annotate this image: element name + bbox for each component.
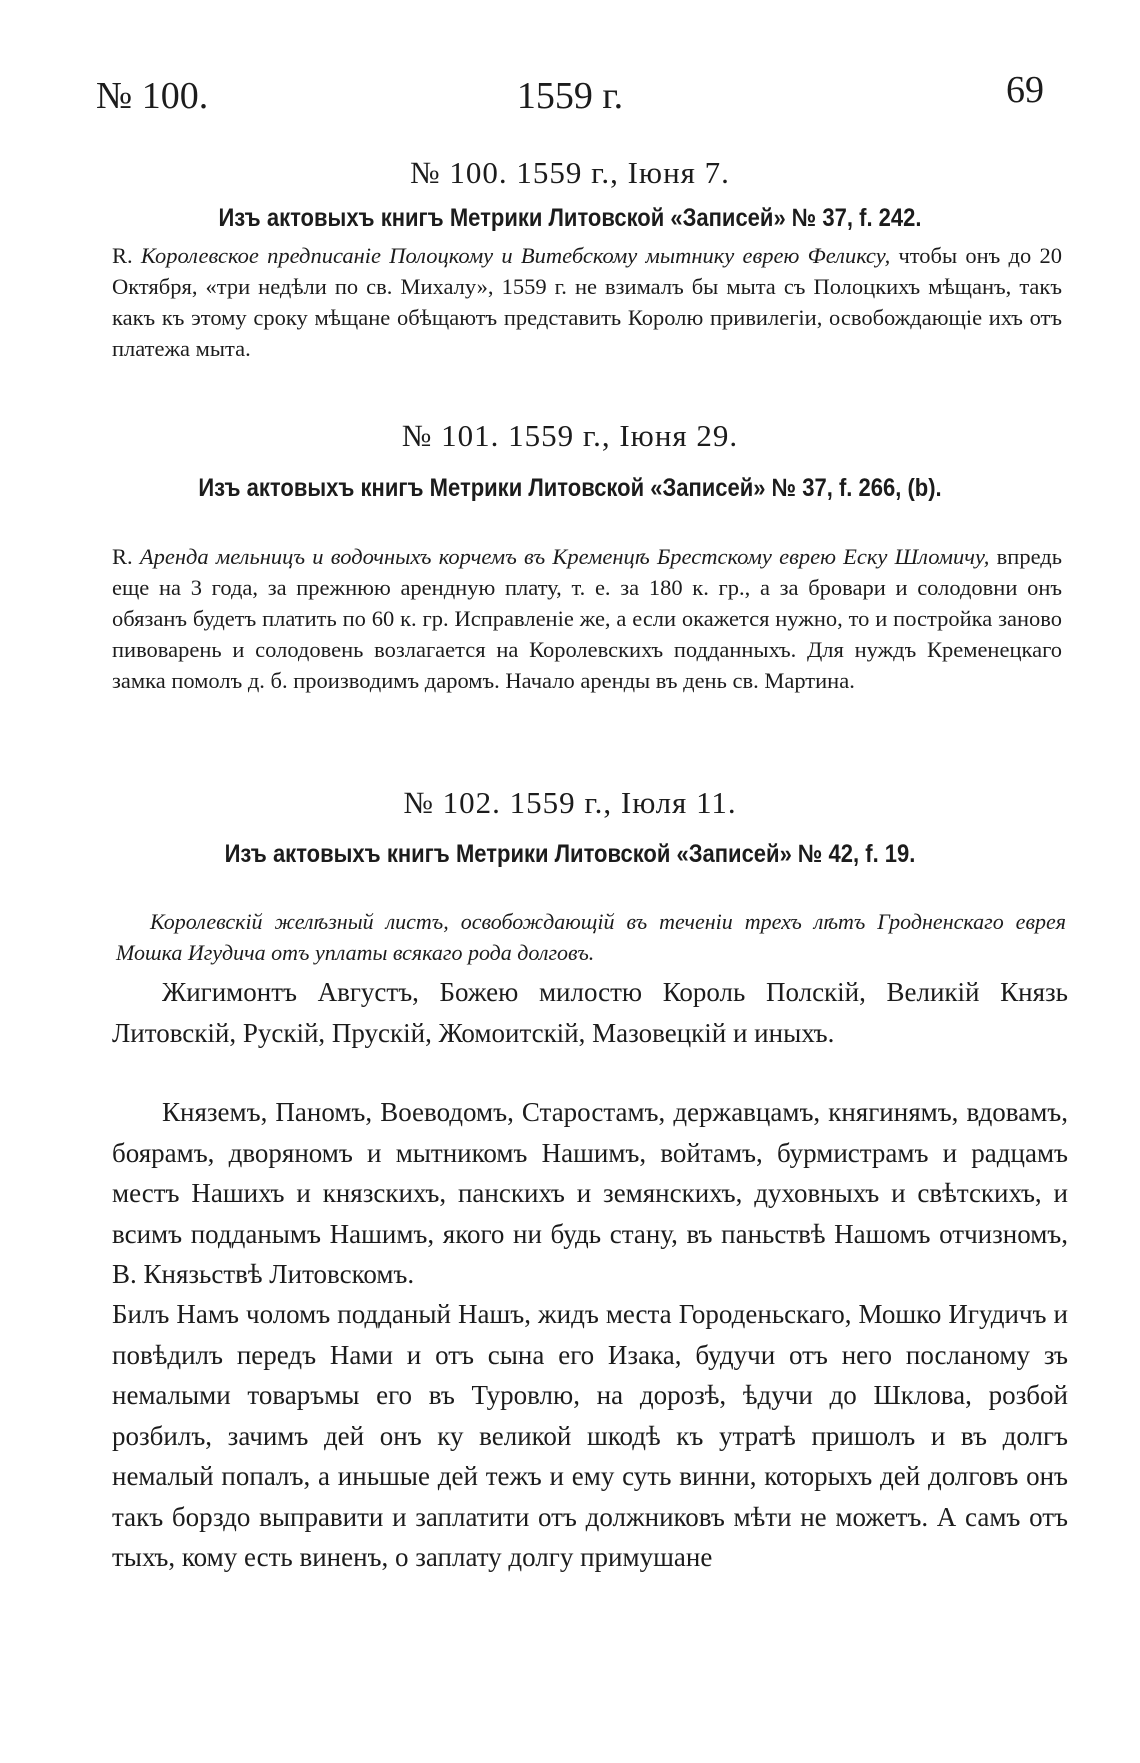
summary-italic: Королевское предписаніе Полоцкому и Витебскому мытнику еврею Феликсу, [140, 243, 891, 268]
header-year: 1559 г. [516, 75, 624, 117]
page-number: 69 [1006, 69, 1044, 111]
entry-100-heading: № 100. 1559 г., Іюня 7. [410, 155, 730, 190]
summary-mark: R. [112, 544, 133, 569]
summary-text: впредь еще на 3 года, за прежнюю арендную плату, т. е. за 180 к. гр., а за бровари и солодовни онъ обязанъ будетъ платить по 60 к. гр. Исправленіе же, а если окажется нужно, то и постройка заново пивоварень и солодовень возлагается на Королевскихъ подданныхъ. Для нуждъ Кременецкаго замка помолъ д. б. производимъ даромъ. Начало аренды въ день св. Мартина. [112, 544, 1062, 693]
entry-102-heading: № 102. 1559 г., Іюля 11. [403, 785, 737, 820]
header-entry-number: № 100. [96, 75, 209, 117]
entry-101-source: Изъ актовыхъ книгъ Метрики Литовской «Записей» № 37, f. 266, (b). [198, 474, 942, 502]
document-address: Княземъ, Паномъ, Воеводомъ, Старостамъ, державцамъ, княгинямъ, вдовамъ, боярамъ, дворяномъ и мытникомъ Нашимъ, войтамъ, бурмистрамъ и радцамъ местъ Нашихъ и князскихъ, панскихъ и земянскихъ, духовныхъ и свѣтскихъ, и всимъ подданымъ Нашимъ, якого ни будь стану, въ паньствѣ Нашомъ отчизномъ, В. Князьствѣ Литовскомъ. [112, 1097, 1068, 1289]
document-narration: Билъ Намъ чоломъ подданый Нашъ, жидъ места Городеньскаго, Мошко Игудичъ и повѣдилъ передъ Нами и отъ сына его Изака, будучи отъ него посланому зъ немалыми товаръмы его въ Туровлю, на дорозѣ, ѣдучи до Шклова, розбой розбилъ, зачимъ дей онъ ку великой шкодѣ къ утратѣ пришолъ и въ долгъ немалый попалъ, а иньшые дей тежъ и ему суть винни, которыхъ дей долговъ онъ такъ борздо выправити и заплатити отъ должниковъ мѣти не можетъ. А самъ отъ тыхъ, кому есть виненъ, о заплату долгу примушане [112, 1299, 1068, 1572]
entry-102-summary: Королевскій желѣзный листъ, освобождающій въ теченіи трехъ лѣтъ Гродненскаго еврея Мошка Игудича отъ уплаты всякаго рода долговъ. [116, 909, 1066, 965]
entry-102-source: Изъ актовыхъ книгъ Метрики Литовской «Записей» № 42, f. 19. [224, 840, 916, 868]
entry-100-source: Изъ актовыхъ книгъ Метрики Литовской «Записей» № 37, f. 242. [218, 204, 922, 232]
summary-text: чтобы онъ до 20 Октября, «три недѣли по св. Михалу», 1559 г. не взималъ бы мыта съ Полоцкихъ мѣщанъ, такъ какъ къ этому сроку мѣщане обѣщаютъ представить Королю привилегіи, освобождающіе ихъ отъ платежа мыта. [112, 243, 1062, 361]
summary-mark: R. [112, 243, 133, 268]
summary-italic: Аренда мельницъ и водочныхъ корчемъ въ Кременцѣ Брестскому еврею Еску Шломичу, [139, 544, 990, 569]
document-intitulation: Жигимонтъ Августъ, Божею милостю Король Полскій, Великій Князь Литовскій, Рускій, Прускій, Жомоитскій, Мазовецкій и иныхъ. [112, 977, 1068, 1048]
entry-101-heading: № 101. 1559 г., Іюня 29. [401, 418, 739, 453]
entry-101-summary [112, 541, 1062, 696]
running-head [96, 69, 1044, 117]
entry-100-summary [112, 240, 1062, 364]
